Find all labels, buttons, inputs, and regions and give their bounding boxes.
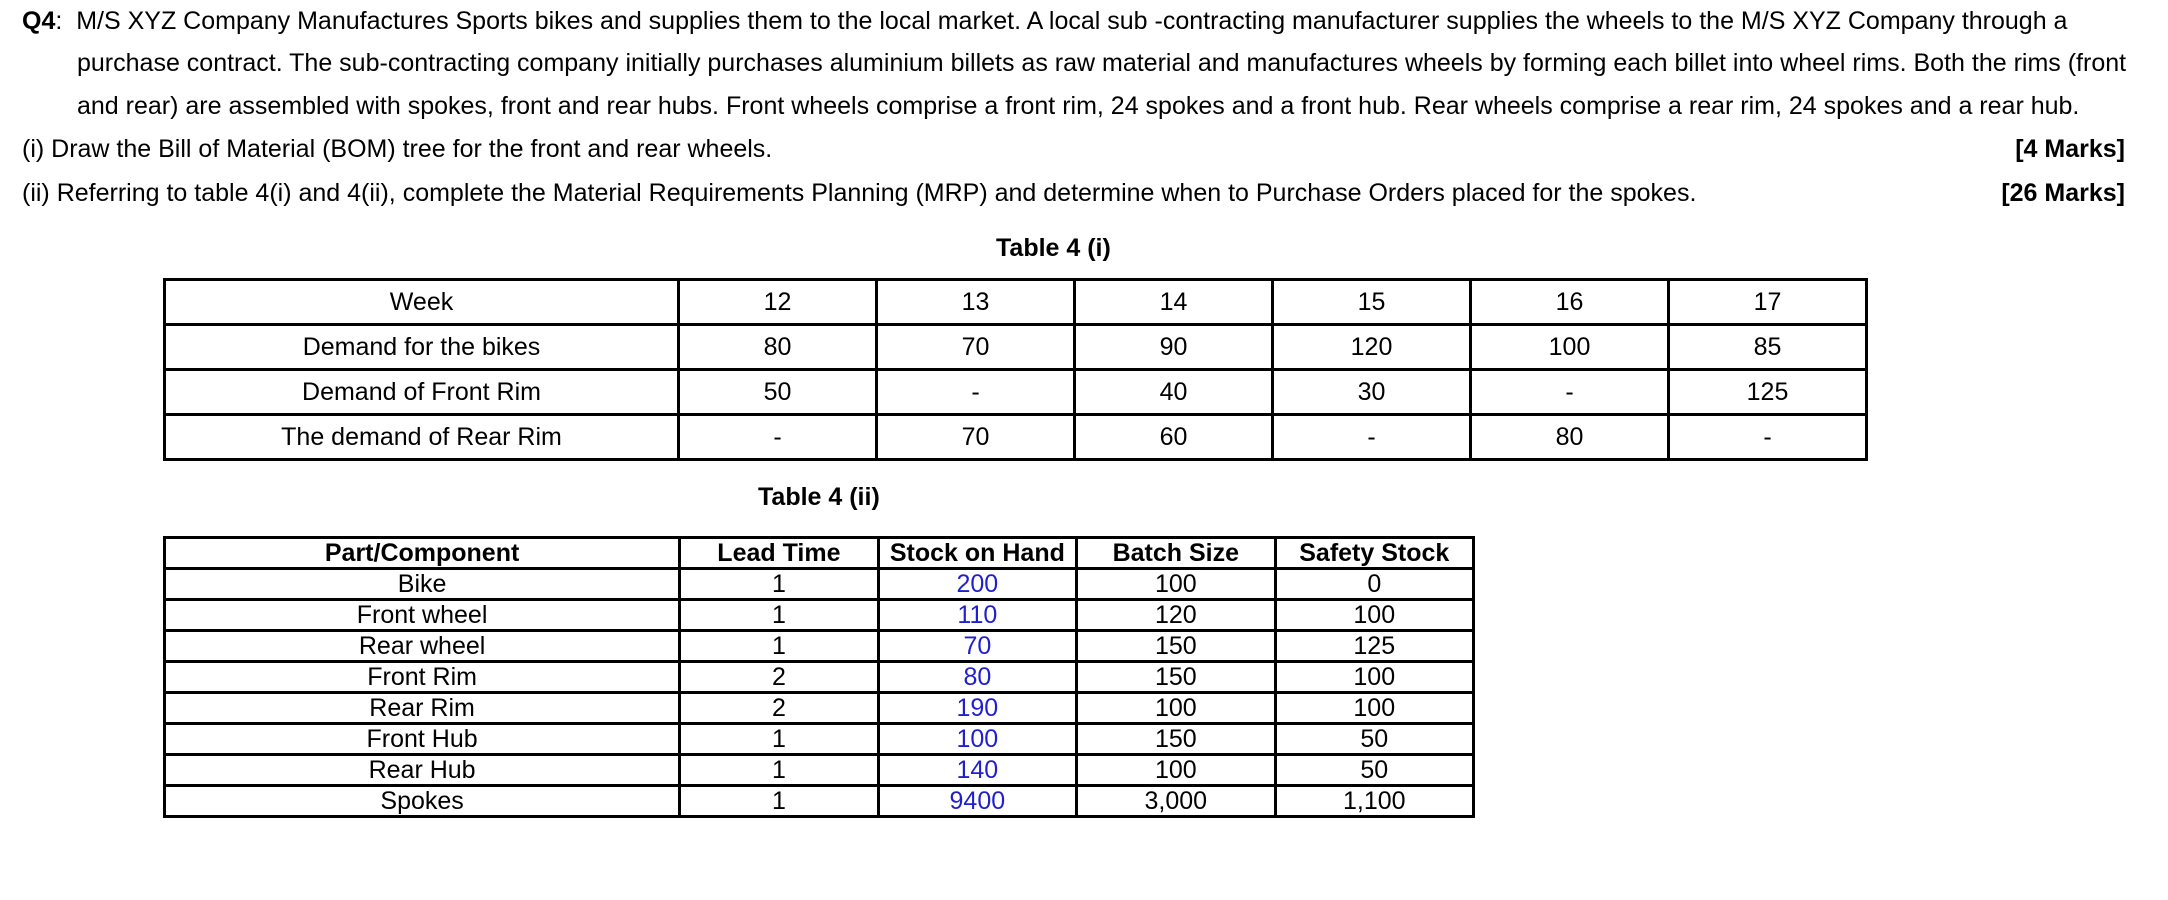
question-line-3: and rear) are assembled with spokes, front and rear hubs. Front wheels comprise a front rim, 24 spokes and a front hub. Rear wheels comprise a rear rim, 24 spokes and a rear hub. <box>77 92 2080 120</box>
table-cell: - <box>679 415 877 460</box>
table-row <box>165 600 1474 631</box>
column-header: Part/Component <box>165 538 680 569</box>
part-ii-marks: [26 Marks] <box>2001 179 2125 207</box>
column-header: Stock on Hand <box>878 538 1076 569</box>
table-cell: - <box>1471 370 1669 415</box>
table-cell: 50 <box>1275 755 1473 786</box>
table-cell: 50 <box>1275 724 1473 755</box>
question-line-2: purchase contract. The sub-contracting company initially purchases aluminium billets as raw material and manufactures wheels by forming each billet into wheel rims. Both the rims (front <box>77 49 2127 77</box>
table-4i-caption: Table 4 (i) <box>996 234 1111 262</box>
table-cell: 40 <box>1075 370 1273 415</box>
table-cell: 125 <box>1669 370 1867 415</box>
table-row <box>165 662 1474 693</box>
table-row <box>165 693 1474 724</box>
table-cell: 80 <box>679 325 877 370</box>
table-cell: 1,100 <box>1275 786 1473 817</box>
table-cell: 125 <box>1275 631 1473 662</box>
table-cell: 15 <box>1273 280 1471 325</box>
table-cell: 30 <box>1273 370 1471 415</box>
table-cell: 100 <box>1471 325 1669 370</box>
table-cell: 1 <box>680 724 878 755</box>
table-4ii <box>163 536 1475 818</box>
table-cell: 0 <box>1275 569 1473 600</box>
stock-on-hand-cell: 100 <box>878 724 1076 755</box>
table-row <box>165 325 1867 370</box>
table-cell: 90 <box>1075 325 1273 370</box>
table-cell: - <box>877 370 1075 415</box>
table-cell: 100 <box>1077 569 1275 600</box>
table-cell: 120 <box>1273 325 1471 370</box>
table-row <box>165 415 1867 460</box>
table-cell: 16 <box>1471 280 1669 325</box>
table-4ii-caption: Table 4 (ii) <box>758 483 880 511</box>
stock-on-hand-cell: 9400 <box>878 786 1076 817</box>
table-row <box>165 724 1474 755</box>
row-label-cell: Demand of Front Rim <box>165 370 679 415</box>
column-header: Safety Stock <box>1275 538 1473 569</box>
table-row <box>165 280 1867 325</box>
part-i-marks: [4 Marks] <box>2015 135 2125 163</box>
part-name-cell: Front Hub <box>165 724 680 755</box>
table-row <box>165 786 1474 817</box>
table-cell: 85 <box>1669 325 1867 370</box>
table-cell: 2 <box>680 662 878 693</box>
table-cell: 60 <box>1075 415 1273 460</box>
table-cell: 1 <box>680 600 878 631</box>
table-row <box>165 631 1474 662</box>
stock-on-hand-cell: 200 <box>878 569 1076 600</box>
table-cell: 100 <box>1275 600 1473 631</box>
part-name-cell: Front Rim <box>165 662 680 693</box>
table-cell: 1 <box>680 631 878 662</box>
table-cell: 100 <box>1275 662 1473 693</box>
table-row <box>165 370 1867 415</box>
table-cell: 50 <box>679 370 877 415</box>
table-cell: 1 <box>680 569 878 600</box>
part-name-cell: Bike <box>165 569 680 600</box>
table-cell: 12 <box>679 280 877 325</box>
part-name-cell: Front wheel <box>165 600 680 631</box>
table-cell: 1 <box>680 755 878 786</box>
table-cell: 120 <box>1077 600 1275 631</box>
table-cell: 14 <box>1075 280 1273 325</box>
table-cell: 1 <box>680 786 878 817</box>
table-cell: 150 <box>1077 724 1275 755</box>
table-cell: 100 <box>1275 693 1473 724</box>
table-cell: 150 <box>1077 631 1275 662</box>
stock-on-hand-cell: 80 <box>878 662 1076 693</box>
table-cell: 13 <box>877 280 1075 325</box>
table-cell: - <box>1273 415 1471 460</box>
column-header: Lead Time <box>680 538 878 569</box>
part-ii-text: (ii) Referring to table 4(i) and 4(ii), complete the Material Requirements Planning (MRP) and determine when to Purchase Orders placed for the spokes. <box>22 179 1697 207</box>
table-4i <box>163 278 1868 461</box>
table-cell: 80 <box>1471 415 1669 460</box>
part-name-cell: Rear Rim <box>165 693 680 724</box>
question-label: Q4 <box>22 7 56 35</box>
row-label-cell: The demand of Rear Rim <box>165 415 679 460</box>
table-row <box>165 569 1474 600</box>
table-cell: 100 <box>1077 755 1275 786</box>
table-cell: 100 <box>1077 693 1275 724</box>
stock-on-hand-cell: 190 <box>878 693 1076 724</box>
row-label-cell: Demand for the bikes <box>165 325 679 370</box>
stock-on-hand-cell: 70 <box>878 631 1076 662</box>
part-name-cell: Spokes <box>165 786 680 817</box>
part-name-cell: Rear Hub <box>165 755 680 786</box>
table-cell: 3,000 <box>1077 786 1275 817</box>
row-label-cell: Week <box>165 280 679 325</box>
table-header-row <box>165 538 1474 569</box>
table-cell: - <box>1669 415 1867 460</box>
table-cell: 70 <box>877 325 1075 370</box>
column-header: Batch Size <box>1077 538 1275 569</box>
part-name-cell: Rear wheel <box>165 631 680 662</box>
question-line-1-text: M/S XYZ Company Manufactures Sports bikes and supplies them to the local market. A local sub -contracting manufacturer supplies the wheels to the M/S XYZ Company through a <box>76 7 2068 35</box>
question-line-1: Q4: M/S XYZ Company Manufactures Sports bikes and supplies them to the local market. A local sub -contracting manufacturer supplies the wheels to the M/S XYZ Company through a <box>22 7 2068 35</box>
stock-on-hand-cell: 110 <box>878 600 1076 631</box>
table-cell: 150 <box>1077 662 1275 693</box>
table-cell: 2 <box>680 693 878 724</box>
table-cell: 70 <box>877 415 1075 460</box>
table-row <box>165 755 1474 786</box>
table-cell: 17 <box>1669 280 1867 325</box>
stock-on-hand-cell: 140 <box>878 755 1076 786</box>
part-i-text: (i) Draw the Bill of Material (BOM) tree for the front and rear wheels. <box>22 135 773 163</box>
